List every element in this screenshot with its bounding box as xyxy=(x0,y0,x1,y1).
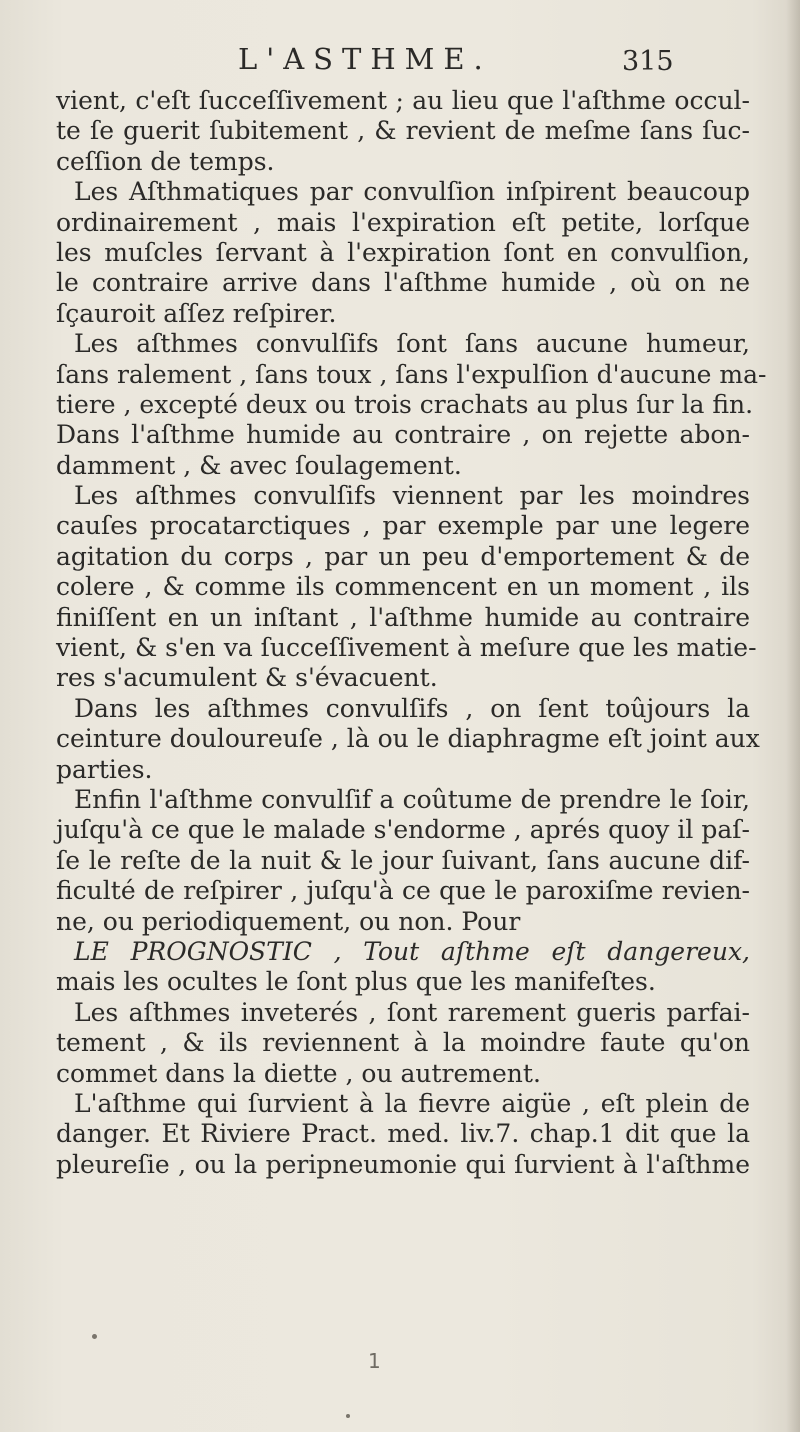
ink-speck xyxy=(346,1414,350,1418)
text-line: commet dans la diette , ou autrement. xyxy=(56,1058,541,1088)
page-header xyxy=(0,42,800,82)
text-line: ficulté de reſpirer , juſqu'à ce que le paroxiſme revien- xyxy=(56,876,750,906)
text-line: Les aſthmes inveterés , ſont rarement gueris parfai- xyxy=(74,997,750,1027)
body-text xyxy=(56,86,767,1180)
text-line: Dans l'aſthme humide au contraire , on rejette abon- xyxy=(56,420,750,450)
text-line: cauſes procatarctiques , par exemple par une legere xyxy=(56,511,750,541)
text-line: ne, ou periodiquement, ou non. Pour xyxy=(56,906,521,936)
text-line: ordinairement , mais l'expiration eſt petite, lorſque xyxy=(56,207,750,237)
text-line: danger. Et Riviere Pract. med. liv.7. chap.1 dit que la xyxy=(56,1119,750,1149)
text-line: te ſe guerit ſubitement , & revient de meſme ſans ſuc- xyxy=(56,116,750,146)
pencil-mark: 1 xyxy=(368,1349,381,1373)
text-line: ceſſion de temps. xyxy=(56,146,275,176)
running-head: L'ASTHME. xyxy=(238,42,492,76)
text-line: ſçauroit aſſez reſpirer. xyxy=(56,298,337,328)
text-line: juſqu'à ce que le malade s'endorme , aprés quoy il paſ- xyxy=(56,815,750,845)
text-line: parties. xyxy=(56,754,153,784)
page-number: 315 xyxy=(622,46,674,77)
text-line: les muſcles ſervant à l'expiration ſont en convulſion, xyxy=(56,237,750,267)
text-line: res s'acumulent & s'évacuent. xyxy=(56,663,438,693)
text-line: Les Aſthmatiques par convulſion inſpirent beaucoup xyxy=(74,177,750,207)
text-line: mais les ocultes le ſont plus que les manifeſtes. xyxy=(56,967,656,997)
text-line: Les aſthmes convulſifs ſont ſans aucune humeur, xyxy=(74,329,750,359)
page-edge-shadow xyxy=(786,0,800,1432)
text-line: Dans les aſthmes convulſifs , on ſent toûjours la xyxy=(74,693,750,723)
text-line: L'aſthme qui ſurvient à la fievre aigüe , eſt plein de xyxy=(74,1088,750,1118)
text-line: finiſſent en un inſtant , l'aſthme humide au contraire xyxy=(56,602,750,632)
ink-speck xyxy=(92,1334,97,1339)
text-line: agitation du corps , par un peu d'emportement & de xyxy=(56,541,750,571)
text-line: tement , & ils reviennent à la moindre faute qu'on xyxy=(56,1028,750,1058)
text-line: vient, c'eſt ſucceſſivement ; au lieu que l'aſthme occul- xyxy=(56,86,750,115)
text-line: le contraire arrive dans l'aſthme humide , où on ne xyxy=(56,268,750,298)
text-line: damment , & avec ſoulagement. xyxy=(56,450,462,480)
text-line: ceinture douloureuſe , là ou le diaphragme eſt joint aux xyxy=(56,724,760,754)
text-line: colere , & comme ils commencent en un moment , ils xyxy=(56,572,750,602)
section-heading-line: LE PROGNOSTIC , Tout aſthme eſt dangereux, xyxy=(74,936,750,966)
text-line: Les aſthmes convulſifs viennent par les moindres xyxy=(74,481,750,511)
text-line: Enfin l'aſthme convulſif a coûtume de prendre le ſoir, xyxy=(74,784,750,814)
text-line: pleureſie , ou la peripneumonie qui ſurvient à l'aſthme xyxy=(56,1149,750,1179)
text-line: tiere , excepté deux ou trois crachats au plus ſur la fin. xyxy=(56,389,754,419)
text-line: ſe le reſte de la nuit & le jour ſuivant, ſans aucune dif- xyxy=(56,845,750,875)
text-line: ſans ralement , ſans toux , ſans l'expulſion d'aucune ma- xyxy=(56,359,767,389)
text-line: vient, & s'en va ſucceſſivement à meſure que les matie- xyxy=(56,633,757,663)
